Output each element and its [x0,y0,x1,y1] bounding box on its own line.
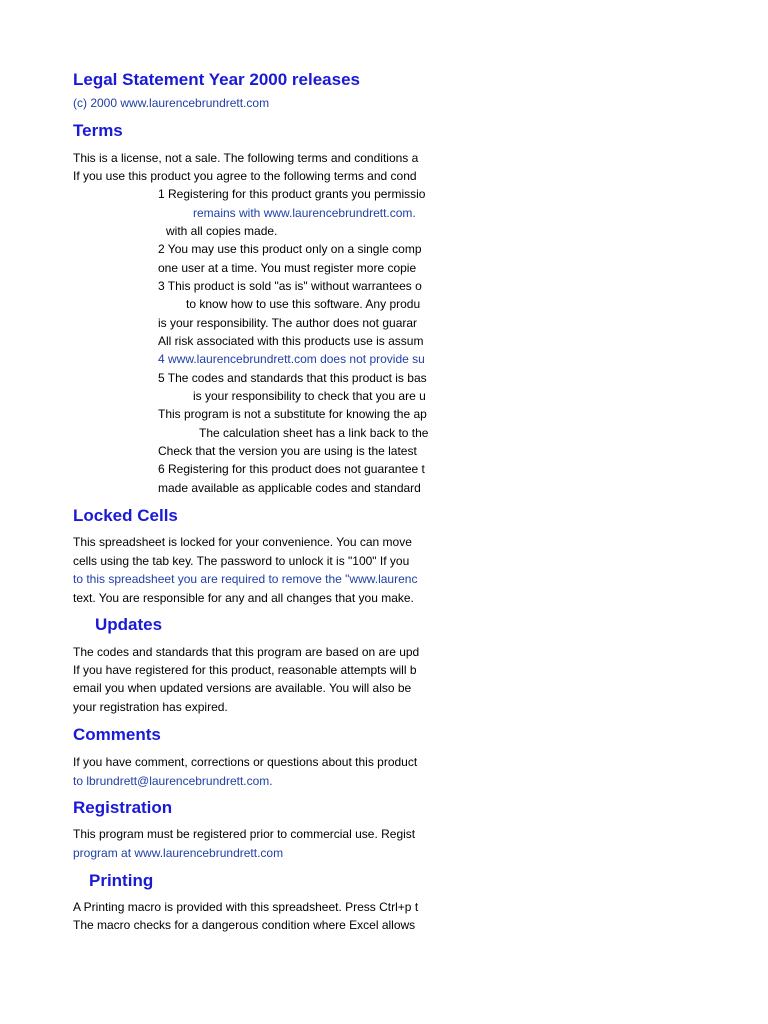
comments-line: to lbrundrett@laurencebrundrett.com. [73,774,273,788]
registration-heading: Registration [73,798,173,817]
terms-line: made available as applicable codes and standard [158,481,421,495]
terms-line: This is a license, not a sale. The following terms and conditions a [73,151,419,165]
printing-heading: Printing [89,871,154,890]
locked-cells-line: cells using the tab key. The password to unlock it is "100" If you [73,554,410,568]
comments-heading: Comments [73,725,161,744]
terms-line: 4 www.laurencebrundrett.com does not provide su [158,352,425,366]
terms-line: is your responsibility to check that you are u [193,389,426,403]
terms-line: All risk associated with this products use is assum [158,334,424,348]
terms-line: 3 This product is sold "as is" without warrantees o [158,279,422,293]
updates-line: The codes and standards that this program are based on are upd [73,645,420,659]
terms-line: remains with www.laurencebrundrett.com. [193,206,416,220]
terms-line: one user at a time. You must register more copie [158,261,417,275]
locked-cells-line: text. You are responsible for any and all changes that you make. [73,591,414,605]
terms-line: If you use this product you agree to the following terms and cond [73,169,417,183]
terms-line: 6 Registering for this product does not guarantee t [158,462,425,476]
terms-line: to know how to use this software. Any produ [186,297,421,311]
locked-cells-line: to this spreadsheet you are required to remove the "www.laurenc [73,572,418,586]
copyright-line: (c) 2000 www.laurencebrundrett.com [73,96,270,110]
comments-line: If you have comment, corrections or questions about this product [73,755,418,769]
printing-line: A Printing macro is provided with this spreadsheet. Press Ctrl+p t [73,900,419,914]
updates-heading: Updates [95,615,163,634]
terms-line: is your responsibility. The author does not guarar [158,316,418,330]
terms-line: 1 Registering for this product grants you permissio [158,187,426,201]
terms-line: 2 You may use this product only on a single comp [158,242,422,256]
terms-line: This program is not a substitute for knowing the ap [158,407,427,421]
locked-cells-heading: Locked Cells [73,506,178,525]
locked-cells-line: This spreadsheet is locked for your convenience. You can move [73,535,412,549]
registration-line: program at www.laurencebrundrett.com [73,846,284,860]
updates-line: your registration has expired. [73,700,228,714]
updates-line: If you have registered for this product, reasonable attempts will b [73,663,417,677]
terms-line: with all copies made. [166,224,278,238]
terms-line: The calculation sheet has a link back to the [199,426,429,440]
terms-line: Check that the version you are using is the latest [158,444,417,458]
document-title: Legal Statement Year 2000 releases [73,70,360,89]
updates-line: email you when updated versions are available. You will also be [73,681,412,695]
registration-line: This program must be registered prior to commercial use. Regist [73,827,416,841]
printing-line: The macro checks for a dangerous condition where Excel allows [73,918,416,932]
terms-heading: Terms [73,121,123,140]
terms-line: 5 The codes and standards that this product is bas [158,371,427,385]
